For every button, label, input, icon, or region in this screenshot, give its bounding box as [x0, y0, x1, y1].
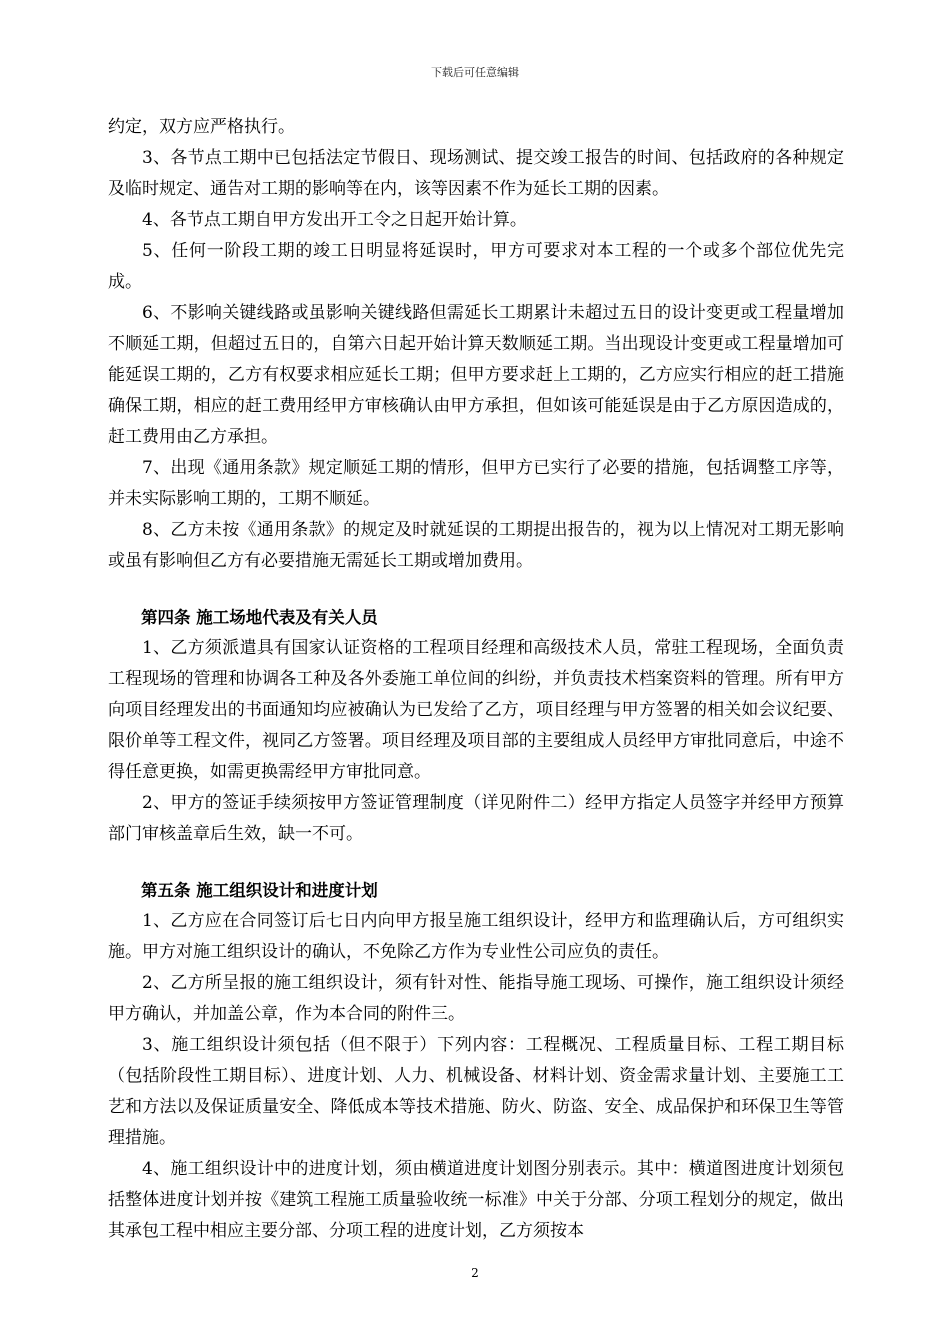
paragraph: 1、乙方应在合同签订后七日内向甲方报呈施工组织设计，经甲方和监理确认后，方可组织实施。甲方对施工组织设计的确认，不免除乙方作为专业性公司应负的责任。	[108, 911, 844, 962]
paragraph: 约定，双方应严格执行。	[108, 117, 295, 137]
paragraph: 4、施工组织设计中的进度计划，须由横道进度计划图分别表示。其中：横道图进度计划须包括整体进度计划并按《建筑工程施工质量验收统一标准》中关于分部、分项工程划分的规定，做出其承包工程中相应主要分部、分项工程的进度计划，乙方须按本	[108, 1159, 844, 1241]
page-number: 2	[471, 1266, 479, 1280]
paragraph: 6、不影响关键线路或虽影响关键线路但需延长工期累计未超过五日的设计变更或工程量增加不顺延工期，但超过五日的，自第六日起开始计算天数顺延工期。当出现设计变更或工程量增加可能延误工期的，乙方有权要求相应延长工期；但甲方要求赶上工期的，乙方应实行相应的赶工措施确保工期，相应的赶工费用经甲方审核确认由甲方承担，但如该可能延误是由于乙方原因造成的，赶工费用由乙方承担。	[108, 303, 844, 447]
paragraph: 5、任何一阶段工期的竣工日明显将延误时，甲方可要求对本工程的一个或多个部位优先完成。	[108, 241, 844, 292]
paragraph: 1、乙方须派遣具有国家认证资格的工程项目经理和高级技术人员，常驻工程现场，全面负责工程现场的管理和协调各工种及各外委施工单位间的纠纷，并负责技术档案资料的管理。所有甲方向项目经理发出的书面通知均应被确认为已发给了乙方，项目经理与甲方签署的相关如会议纪要、限价单等工程文件，视同乙方签署。项目经理及项目部的主要组成人员经甲方审批同意后，中途不得任意更换，如需更换需经甲方审批同意。	[108, 638, 844, 782]
section-heading: 第五条 施工组织设计和进度计划	[141, 881, 378, 900]
paragraph: 2、甲方的签证手续须按甲方签证管理制度（详见附件二）经甲方指定人员签字并经甲方预算部门审核盖章后生效，缺一不可。	[108, 793, 844, 844]
paragraph: 7、出现《通用条款》规定顺延工期的情形，但甲方已实行了必要的措施，包括调整工序等，并未实际影响工期的，工期不顺延。	[108, 458, 844, 509]
paragraph: 3、各节点工期中已包括法定节假日、现场测试、提交竣工报告的时间、包括政府的各种规定及临时规定、通告对工期的影响等在内，该等因素不作为延长工期的因素。	[108, 148, 844, 199]
paragraph: 4、各节点工期自甲方发出开工令之日起开始计算。	[142, 210, 527, 230]
page-header: 下载后可任意编辑	[431, 66, 519, 79]
paragraph: 3、施工组织设计须包括（但不限于）下列内容：工程概况、工程质量目标、工程工期目标（包括阶段性工期目标）、进度计划、人力、机械设备、材料计划、资金需求量计划、主要施工工艺和方法以及保证质量安全、降低成本等技术措施、防火、防盗、安全、成品保护和环保卫生等管理措施。	[108, 1035, 844, 1148]
paragraph: 2、乙方所呈报的施工组织设计，须有针对性、能指导施工现场、可操作，施工组织设计须经甲方确认，并加盖公章，作为本合同的附件三。	[108, 973, 844, 1024]
section-heading: 第四条 施工场地代表及有关人员	[141, 608, 378, 627]
paragraph: 8、乙方未按《通用条款》的规定及时就延误的工期提出报告的，视为以上情况对工期无影响或虽有影响但乙方有必要措施无需延长工期或增加费用。	[108, 520, 844, 571]
document-body	[108, 112, 844, 1247]
